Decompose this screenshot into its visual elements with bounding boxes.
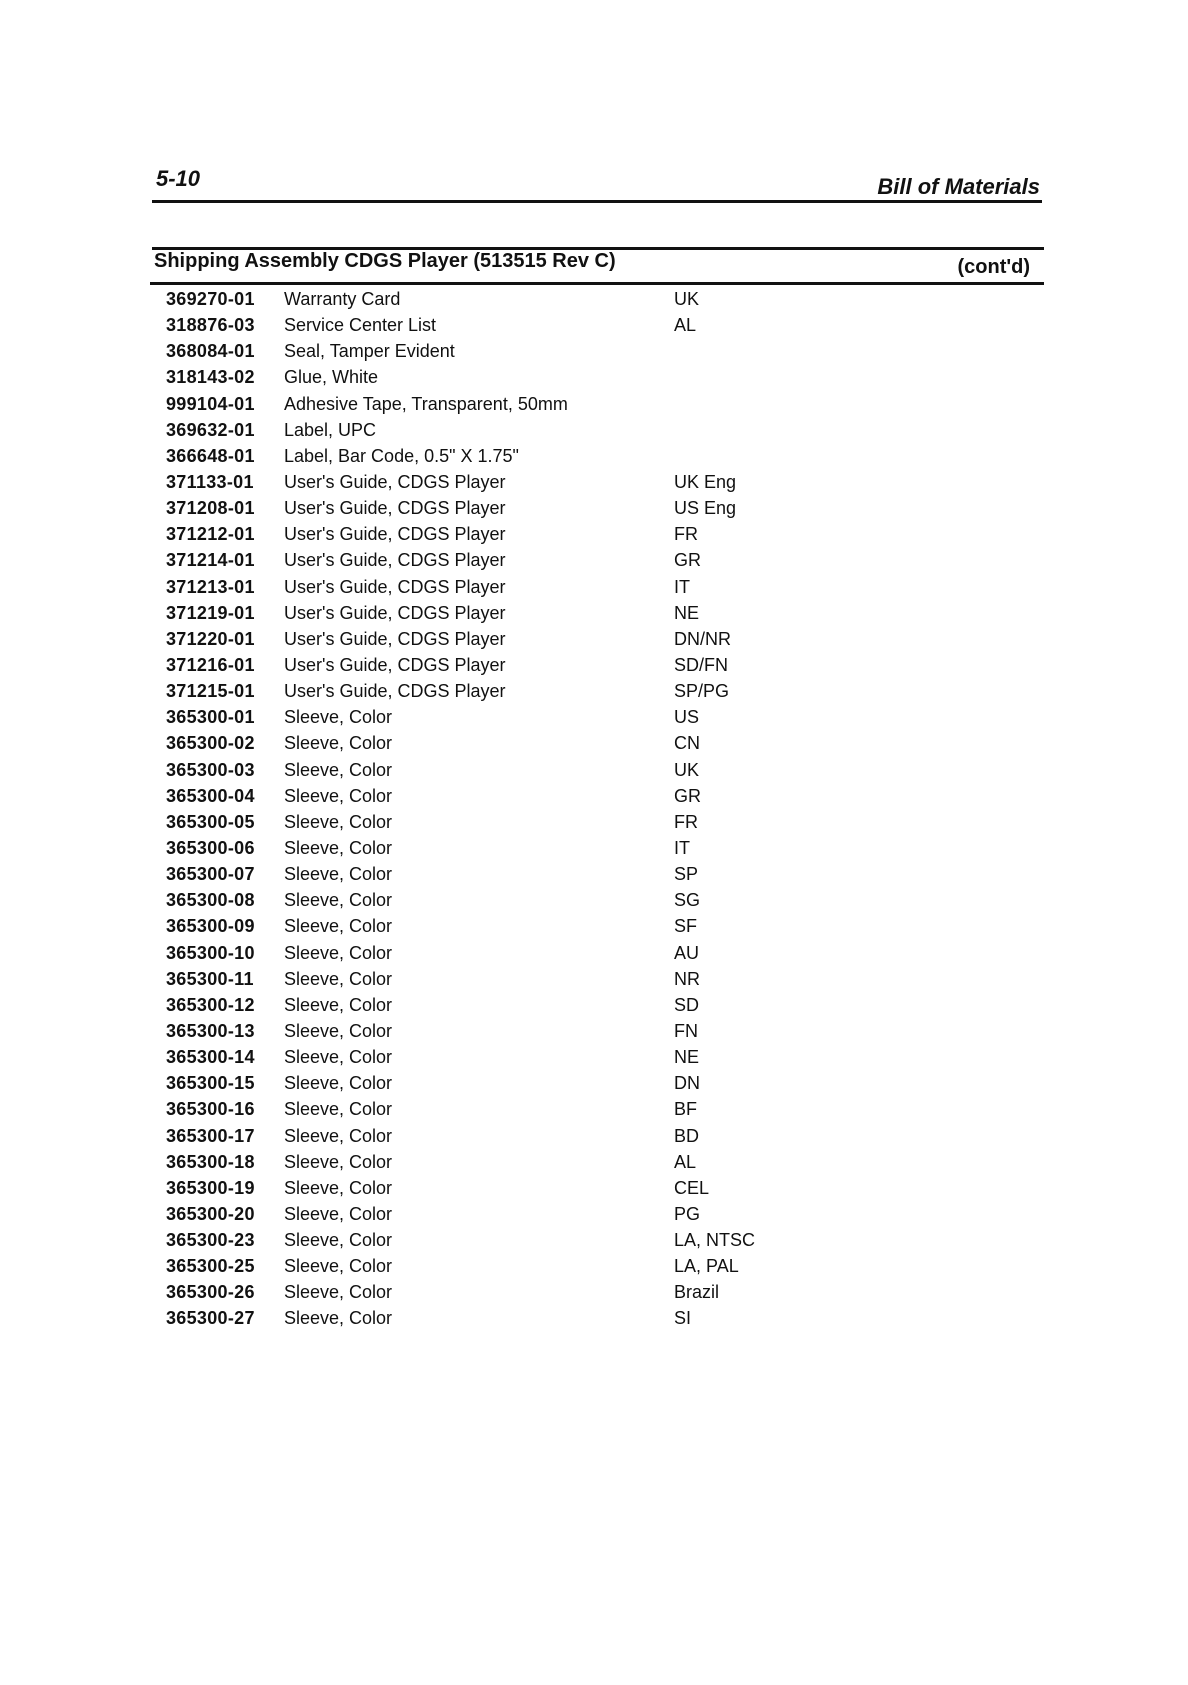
part-number: 365300-18: [166, 1151, 255, 1172]
part-locale: IT: [674, 837, 690, 858]
part-description: Sleeve, Color: [284, 1099, 393, 1120]
part-description: Sleeve, Color: [284, 864, 393, 885]
part-number: 365300-25: [166, 1256, 255, 1277]
table-row: [0, 392, 1188, 418]
part-description: Sleeve, Color: [284, 994, 393, 1015]
table-row: [0, 1202, 1188, 1228]
part-number: 365300-23: [166, 1230, 255, 1251]
part-number: 365300-15: [166, 1073, 255, 1094]
part-number: 365300-16: [166, 1099, 255, 1120]
part-description: Sleeve, Color: [284, 1308, 393, 1329]
part-number: 366648-01: [166, 445, 255, 466]
part-description: Sleeve, Color: [284, 1282, 393, 1303]
table-row: [0, 627, 1188, 653]
table-heading-bottom-rule: [150, 282, 1044, 285]
part-locale: AL: [674, 315, 697, 336]
table-row: [0, 287, 1188, 313]
part-locale: GR: [674, 785, 701, 806]
part-locale: SG: [674, 890, 701, 911]
part-number: 371215-01: [166, 681, 255, 702]
table-row: [0, 496, 1188, 522]
table-row: [0, 914, 1188, 940]
part-locale: SF: [674, 916, 698, 937]
section-title: Bill of Materials: [877, 174, 1040, 199]
part-locale: DN: [674, 1073, 700, 1094]
part-number: 371220-01: [166, 628, 255, 649]
part-number: 365300-12: [166, 994, 255, 1015]
part-description: Label, UPC: [284, 419, 377, 440]
part-number: 365300-20: [166, 1203, 255, 1224]
part-locale: SI: [674, 1308, 692, 1329]
page-number: 5-10: [156, 166, 201, 191]
part-number: 999104-01: [166, 393, 255, 414]
table-row: [0, 522, 1188, 548]
part-number: 365300-02: [166, 733, 255, 754]
part-locale: FR: [674, 524, 698, 545]
part-locale: NR: [674, 968, 700, 989]
part-locale: NE: [674, 1047, 700, 1068]
part-number: 365300-04: [166, 785, 255, 806]
part-description: Sleeve, Color: [284, 916, 393, 937]
part-locale: LA, PAL: [674, 1256, 739, 1277]
part-description: Sleeve, Color: [284, 1073, 393, 1094]
part-locale: CEL: [674, 1177, 710, 1198]
part-number: 371133-01: [166, 471, 254, 492]
part-number: 365300-27: [166, 1308, 255, 1329]
part-number: 371216-01: [166, 654, 255, 675]
part-description: Sleeve, Color: [284, 1256, 393, 1277]
part-description: User's Guide, CDGS Player: [284, 550, 506, 571]
part-description: Sleeve, Color: [284, 1151, 393, 1172]
part-number: 365300-10: [166, 942, 255, 963]
table-row: [0, 575, 1188, 601]
part-locale: BD: [674, 1125, 700, 1146]
part-locale: DN/NR: [674, 628, 731, 649]
part-number: 365300-13: [166, 1020, 255, 1041]
part-number: 371219-01: [166, 602, 255, 623]
table-row: [0, 601, 1188, 627]
part-number: 318143-02: [166, 367, 255, 388]
part-number: 365300-03: [166, 759, 255, 780]
part-number: 365300-26: [166, 1282, 255, 1303]
table-row: [0, 888, 1188, 914]
bill-of-materials-table: [0, 287, 1188, 1333]
part-description: User's Guide, CDGS Player: [284, 576, 506, 597]
part-description: Adhesive Tape, Transparent, 50mm: [284, 393, 568, 414]
table-row: [0, 862, 1188, 888]
table-row: [0, 1045, 1188, 1071]
table-row: [0, 1071, 1188, 1097]
part-number: 365300-09: [166, 916, 255, 937]
part-number: 369632-01: [166, 419, 255, 440]
part-description: Sleeve, Color: [284, 942, 393, 963]
part-locale: SD/FN: [674, 654, 728, 675]
part-description: Sleeve, Color: [284, 968, 393, 989]
part-locale: PG: [674, 1203, 701, 1224]
part-locale: US Eng: [674, 498, 737, 519]
table-row: [0, 1019, 1188, 1045]
part-number: 365300-07: [166, 864, 255, 885]
table-row: [0, 653, 1188, 679]
table-heading: Shipping Assembly CDGS Player (513515 Rev C): [154, 250, 616, 272]
header-divider: [152, 200, 1042, 203]
table-row: [0, 784, 1188, 810]
part-description: Sleeve, Color: [284, 837, 393, 858]
table-row: [0, 1228, 1188, 1254]
table-row: [0, 470, 1188, 496]
part-description: User's Guide, CDGS Player: [284, 471, 506, 492]
table-row: [0, 1150, 1188, 1176]
part-locale: GR: [674, 550, 701, 571]
part-locale: LA, NTSC: [674, 1230, 756, 1251]
part-description: Label, Bar Code, 0.5" X 1.75": [284, 445, 519, 466]
part-number: 365300-14: [166, 1047, 255, 1068]
part-description: User's Guide, CDGS Player: [284, 628, 506, 649]
table-row: [0, 365, 1188, 391]
part-description: Sleeve, Color: [284, 733, 393, 754]
table-row: [0, 810, 1188, 836]
part-number: 318876-03: [166, 315, 255, 336]
part-description: Sleeve, Color: [284, 1125, 393, 1146]
part-description: Sleeve, Color: [284, 811, 393, 832]
part-description: Sleeve, Color: [284, 1020, 393, 1041]
part-number: 371213-01: [166, 576, 255, 597]
part-description: Sleeve, Color: [284, 1177, 393, 1198]
table-row: [0, 339, 1188, 365]
part-locale: BF: [674, 1099, 698, 1120]
part-number: 365300-01: [166, 707, 255, 728]
part-number: 368084-01: [166, 341, 255, 362]
part-description: User's Guide, CDGS Player: [284, 654, 506, 675]
part-locale: AL: [674, 1151, 697, 1172]
part-locale: FN: [674, 1020, 698, 1041]
part-number: 365300-05: [166, 811, 255, 832]
table-row: [0, 967, 1188, 993]
part-description: User's Guide, CDGS Player: [284, 602, 506, 623]
part-description: Sleeve, Color: [284, 707, 393, 728]
part-locale: FR: [674, 811, 698, 832]
part-number: 371208-01: [166, 498, 255, 519]
table-row: [0, 1124, 1188, 1150]
part-description: Sleeve, Color: [284, 1230, 393, 1251]
part-number: 365300-19: [166, 1177, 255, 1198]
table-row: [0, 993, 1188, 1019]
part-number: 369270-01: [166, 289, 255, 309]
table-row: [0, 1254, 1188, 1280]
part-locale: NE: [674, 602, 700, 623]
part-number: 371212-01: [166, 524, 255, 545]
part-locale: SP/PG: [674, 681, 730, 702]
part-locale: SP: [674, 864, 699, 885]
table-row: [0, 1097, 1188, 1123]
part-description: Sleeve, Color: [284, 1203, 393, 1224]
part-description: Service Center List: [284, 315, 437, 336]
table-row: [0, 1176, 1188, 1202]
table-row: [0, 758, 1188, 784]
part-locale: Brazil: [674, 1282, 720, 1303]
part-description: User's Guide, CDGS Player: [284, 524, 506, 545]
part-description: Seal, Tamper Evident: [284, 341, 455, 362]
part-description: Warranty Card: [284, 289, 401, 309]
part-locale: US: [674, 707, 700, 728]
part-locale: UK: [674, 289, 700, 309]
part-description: User's Guide, CDGS Player: [284, 498, 506, 519]
part-number: 365300-11: [166, 968, 254, 989]
part-description: Sleeve, Color: [284, 785, 393, 806]
part-number: 365300-17: [166, 1125, 255, 1146]
part-number: 371214-01: [166, 550, 255, 571]
part-locale: SD: [674, 994, 700, 1015]
table-row: [0, 444, 1188, 470]
table-row: [0, 548, 1188, 574]
table-row: [0, 731, 1188, 757]
part-description: User's Guide, CDGS Player: [284, 681, 506, 702]
part-locale: UK Eng: [674, 471, 737, 492]
continued-label: (cont'd): [957, 256, 1030, 278]
table-row: [0, 418, 1188, 444]
part-description: Sleeve, Color: [284, 1047, 393, 1068]
part-description: Glue, White: [284, 367, 379, 388]
part-locale: AU: [674, 942, 700, 963]
part-number: 365300-06: [166, 837, 255, 858]
table-row: [0, 836, 1188, 862]
table-row: [0, 1280, 1188, 1306]
part-locale: UK: [674, 759, 700, 780]
table-row: [0, 313, 1188, 339]
table-row: [0, 705, 1188, 731]
part-description: Sleeve, Color: [284, 759, 393, 780]
part-number: 365300-08: [166, 890, 255, 911]
part-description: Sleeve, Color: [284, 890, 393, 911]
table-row: [0, 1306, 1188, 1332]
table-row: [0, 941, 1188, 967]
part-locale: IT: [674, 576, 690, 597]
table-row: [0, 679, 1188, 705]
part-locale: CN: [674, 733, 700, 754]
